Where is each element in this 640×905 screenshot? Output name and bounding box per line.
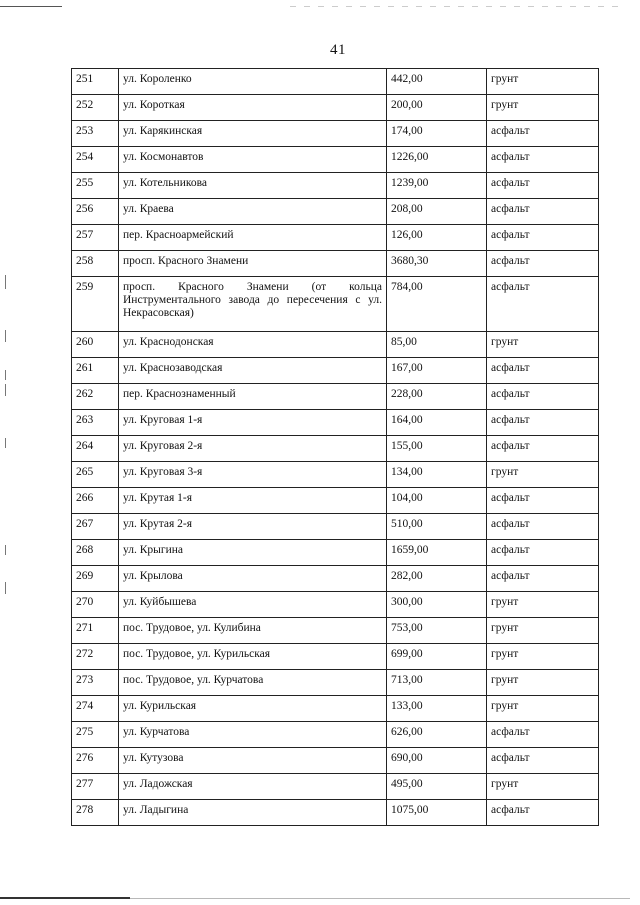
surface-type-cell: грунт <box>487 696 599 722</box>
row-number-cell: 271 <box>72 618 119 644</box>
road-name-cell: пос. Трудовое, ул. Кулибина <box>119 618 387 644</box>
table-row <box>72 670 599 696</box>
road-length-cell: 133,00 <box>387 696 487 722</box>
table-row <box>72 436 599 462</box>
road-name-cell: ул. Ладожская <box>119 774 387 800</box>
road-name-cell: ул. Куйбышева <box>119 592 387 618</box>
row-number-cell: 262 <box>72 384 119 410</box>
table-row <box>72 696 599 722</box>
road-length-cell: 784,00 <box>387 277 487 332</box>
row-number-cell: 252 <box>72 95 119 121</box>
row-number-cell: 253 <box>72 121 119 147</box>
road-length-cell: 1659,00 <box>387 540 487 566</box>
road-name-cell: ул. Ладыгина <box>119 800 387 826</box>
surface-type-cell: асфальт <box>487 410 599 436</box>
table-row <box>72 384 599 410</box>
row-number-cell: 273 <box>72 670 119 696</box>
road-name-cell: ул. Краснозаводская <box>119 358 387 384</box>
table-row <box>72 800 599 826</box>
road-name-cell: пер. Красноармейский <box>119 225 387 251</box>
surface-type-cell: асфальт <box>487 277 599 332</box>
road-name-cell: ул. Крылова <box>119 566 387 592</box>
road-name-cell: ул. Курчатова <box>119 722 387 748</box>
row-number-cell: 269 <box>72 566 119 592</box>
row-number-cell: 272 <box>72 644 119 670</box>
surface-type-cell: грунт <box>487 670 599 696</box>
scan-edge-bottom-line <box>0 897 130 899</box>
row-number-cell: 268 <box>72 540 119 566</box>
row-number-cell: 263 <box>72 410 119 436</box>
road-length-cell: 300,00 <box>387 592 487 618</box>
page-number: 41 <box>330 42 346 58</box>
road-length-cell: 495,00 <box>387 774 487 800</box>
road-length-cell: 713,00 <box>387 670 487 696</box>
road-name-cell: ул. Краснодонская <box>119 332 387 358</box>
roads-table-body <box>72 69 599 826</box>
table-row <box>72 277 599 332</box>
row-number-cell: 251 <box>72 69 119 95</box>
road-length-cell: 3680,30 <box>387 251 487 277</box>
road-length-cell: 690,00 <box>387 748 487 774</box>
surface-type-cell: асфальт <box>487 566 599 592</box>
road-name-cell: ул. Короленко <box>119 69 387 95</box>
row-number-cell: 270 <box>72 592 119 618</box>
road-length-cell: 753,00 <box>387 618 487 644</box>
road-name-cell: ул. Курильская <box>119 696 387 722</box>
road-name-cell: просп. Красного Знамени (от кольца Инструментального завода до пересечения с ул. Некрасовская) <box>119 277 387 332</box>
table-row <box>72 251 599 277</box>
surface-type-cell: асфальт <box>487 251 599 277</box>
surface-type-cell: грунт <box>487 592 599 618</box>
row-number-cell: 264 <box>72 436 119 462</box>
table-row <box>72 410 599 436</box>
surface-type-cell: асфальт <box>487 358 599 384</box>
scan-edge-top-noise <box>290 6 620 7</box>
table-row <box>72 69 599 95</box>
row-number-cell: 257 <box>72 225 119 251</box>
row-number-cell: 266 <box>72 488 119 514</box>
road-name-cell: ул. Крыгина <box>119 540 387 566</box>
table-row <box>72 488 599 514</box>
scan-margin-mark <box>5 330 6 342</box>
road-length-cell: 208,00 <box>387 199 487 225</box>
surface-type-cell: грунт <box>487 95 599 121</box>
surface-type-cell: асфальт <box>487 722 599 748</box>
table-row <box>72 225 599 251</box>
surface-type-cell: грунт <box>487 462 599 488</box>
road-length-cell: 228,00 <box>387 384 487 410</box>
road-name-cell: ул. Крутая 1-я <box>119 488 387 514</box>
table-row <box>72 540 599 566</box>
row-number-cell: 275 <box>72 722 119 748</box>
table-row <box>72 644 599 670</box>
surface-type-cell: асфальт <box>487 147 599 173</box>
surface-type-cell: грунт <box>487 774 599 800</box>
road-length-cell: 626,00 <box>387 722 487 748</box>
row-number-cell: 255 <box>72 173 119 199</box>
table-row <box>72 514 599 540</box>
road-length-cell: 1075,00 <box>387 800 487 826</box>
surface-type-cell: асфальт <box>487 199 599 225</box>
road-name-cell: ул. Котельникова <box>119 173 387 199</box>
surface-type-cell: асфальт <box>487 514 599 540</box>
table-row <box>72 95 599 121</box>
road-name-cell: ул. Круговая 1-я <box>119 410 387 436</box>
road-length-cell: 1239,00 <box>387 173 487 199</box>
row-number-cell: 276 <box>72 748 119 774</box>
row-number-cell: 265 <box>72 462 119 488</box>
row-number-cell: 256 <box>72 199 119 225</box>
row-number-cell: 254 <box>72 147 119 173</box>
road-length-cell: 510,00 <box>387 514 487 540</box>
road-length-cell: 699,00 <box>387 644 487 670</box>
scan-margin-mark <box>5 582 6 594</box>
surface-type-cell: асфальт <box>487 225 599 251</box>
road-name-cell: ул. Кутузова <box>119 748 387 774</box>
table-row <box>72 748 599 774</box>
surface-type-cell: асфальт <box>487 748 599 774</box>
road-length-cell: 134,00 <box>387 462 487 488</box>
road-length-cell: 167,00 <box>387 358 487 384</box>
road-name-cell: пер. Краснознаменный <box>119 384 387 410</box>
surface-type-cell: асфальт <box>487 540 599 566</box>
road-name-cell: ул. Крутая 2-я <box>119 514 387 540</box>
table-row <box>72 592 599 618</box>
road-length-cell: 282,00 <box>387 566 487 592</box>
table-row <box>72 147 599 173</box>
scan-margin-mark <box>5 545 6 555</box>
road-name-cell: ул. Краева <box>119 199 387 225</box>
scan-margin-mark <box>5 275 6 289</box>
surface-type-cell: грунт <box>487 332 599 358</box>
table-row <box>72 774 599 800</box>
surface-type-cell: грунт <box>487 618 599 644</box>
row-number-cell: 274 <box>72 696 119 722</box>
surface-type-cell: асфальт <box>487 436 599 462</box>
road-length-cell: 1226,00 <box>387 147 487 173</box>
surface-type-cell: асфальт <box>487 173 599 199</box>
table-row <box>72 332 599 358</box>
road-name-cell: просп. Красного Знамени <box>119 251 387 277</box>
table-row <box>72 618 599 644</box>
row-number-cell: 260 <box>72 332 119 358</box>
surface-type-cell: асфальт <box>487 800 599 826</box>
table-row <box>72 199 599 225</box>
road-length-cell: 155,00 <box>387 436 487 462</box>
surface-type-cell: асфальт <box>487 384 599 410</box>
surface-type-cell: грунт <box>487 69 599 95</box>
table-row <box>72 121 599 147</box>
row-number-cell: 261 <box>72 358 119 384</box>
road-name-cell: ул. Круговая 2-я <box>119 436 387 462</box>
scan-edge-top-line <box>0 6 62 7</box>
row-number-cell: 277 <box>72 774 119 800</box>
road-length-cell: 174,00 <box>387 121 487 147</box>
road-name-cell: ул. Круговая 3-я <box>119 462 387 488</box>
road-length-cell: 126,00 <box>387 225 487 251</box>
road-name-cell: ул. Короткая <box>119 95 387 121</box>
surface-type-cell: асфальт <box>487 121 599 147</box>
row-number-cell: 259 <box>72 277 119 332</box>
surface-type-cell: грунт <box>487 644 599 670</box>
scan-margin-mark <box>5 370 6 380</box>
road-name-cell: пос. Трудовое, ул. Курчатова <box>119 670 387 696</box>
scan-margin-mark <box>5 384 6 396</box>
table-row <box>72 173 599 199</box>
surface-type-cell: асфальт <box>487 488 599 514</box>
road-name-cell: ул. Космонавтов <box>119 147 387 173</box>
road-name-cell: пос. Трудовое, ул. Курильская <box>119 644 387 670</box>
road-length-cell: 442,00 <box>387 69 487 95</box>
table-row <box>72 462 599 488</box>
row-number-cell: 258 <box>72 251 119 277</box>
road-length-cell: 104,00 <box>387 488 487 514</box>
table-row <box>72 722 599 748</box>
road-length-cell: 85,00 <box>387 332 487 358</box>
roads-table <box>71 68 599 826</box>
scan-margin-mark <box>5 438 6 448</box>
row-number-cell: 278 <box>72 800 119 826</box>
road-length-cell: 200,00 <box>387 95 487 121</box>
row-number-cell: 267 <box>72 514 119 540</box>
road-length-cell: 164,00 <box>387 410 487 436</box>
table-row <box>72 358 599 384</box>
road-name-cell: ул. Карякинская <box>119 121 387 147</box>
table-row <box>72 566 599 592</box>
scan-edge-bottom-noise <box>130 898 630 899</box>
